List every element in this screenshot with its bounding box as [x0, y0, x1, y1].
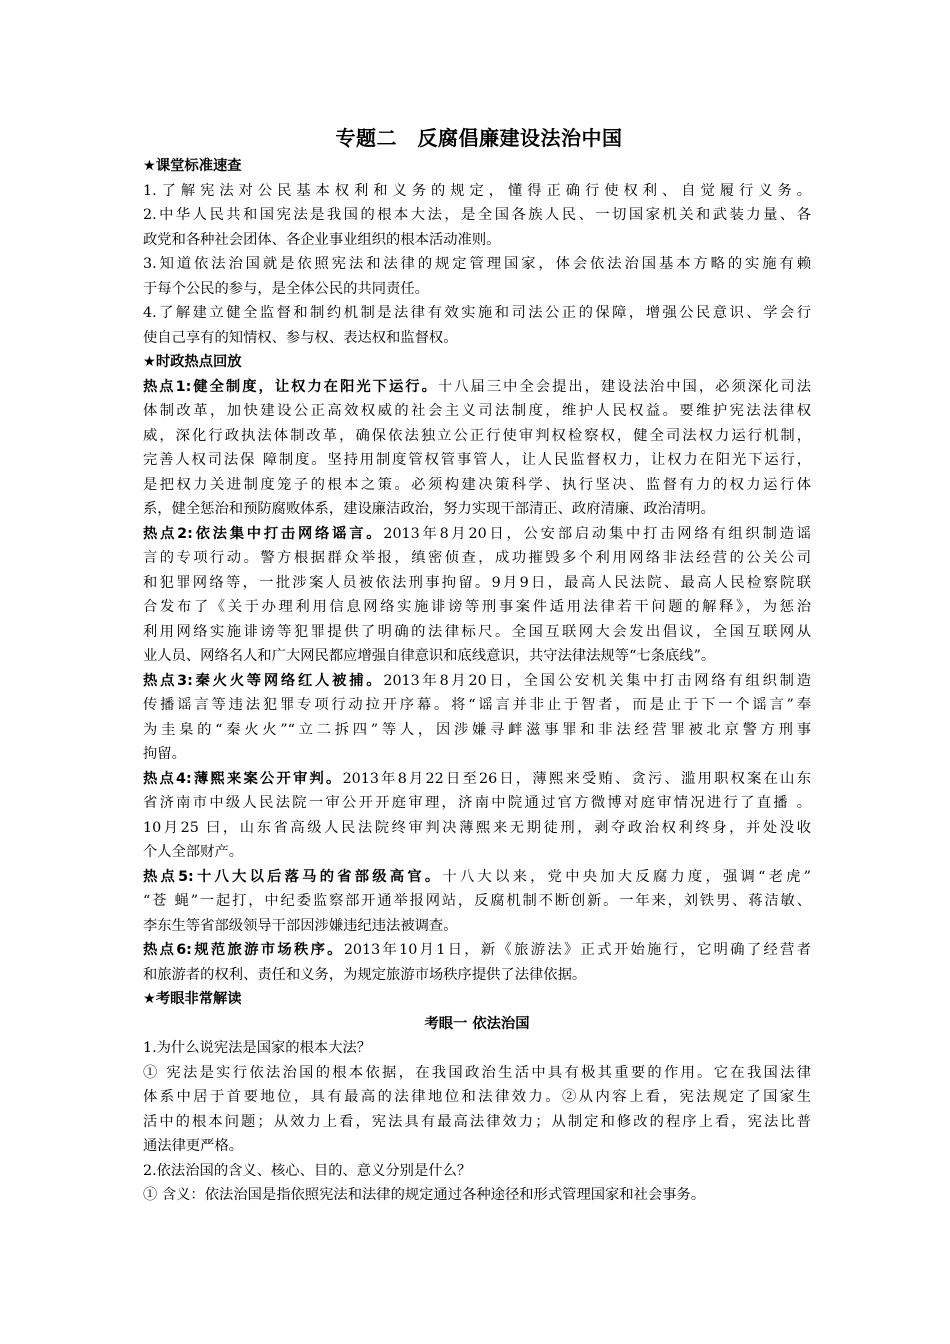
paragraph-line: 是把权力关进制度笼子的根本之策。必须构建决策科学、执行坚决、监督有力的权力运行体 — [143, 476, 811, 493]
paragraph-line: 合发布了《关于办理利用信息网络实施诽谤等刑事案件适用法律若干问题的解释》，为惩治 — [143, 599, 811, 615]
paragraph-line: 4.了解建立健全监督和制约机制是法律有效实施和司法公正的保障，增强公民意识、学会行 — [143, 305, 811, 321]
hotspot-5-text: 十八大以来，党中央加大反腐力度，强调“老虎” — [442, 868, 811, 885]
paragraph-line: 活中的根本问题；从效力上看，宪法具有最高法律效力；从制定和修改的程序上看，宪法比普 — [143, 1113, 811, 1130]
paragraph-line: 省济南市中级人民法院一审公开开庭审理，济南中院通过官方微博对庭审情况进行了直播 。 — [143, 795, 811, 811]
section-heading-hotspots: ★时政热点回放 — [143, 354, 242, 370]
paragraph-line: 业人员、网络名人和广大网民都应增强自律意识和底线意识，共守法律法规等“七条底线”。 — [143, 648, 716, 664]
paragraph-line: 和旅游者的权利、责任和义务，为规定旅游市场秩序提供了法律依据。 — [143, 966, 587, 983]
document-page — [143, 122, 811, 1208]
paragraph-line: 利用网络实施诽谤等犯罪提供了明确的法律标尺。全国互联网大会发出倡议，全国互联网从 — [143, 623, 811, 640]
question-line: 1.为什么说宪法是国家的根本大法？ — [143, 1040, 372, 1056]
hotspot-1-first-line — [143, 375, 811, 400]
paragraph-line: 1.了解宪法对公民基本权利和义务的规定，懂得正确行使权利、自觉履行义务。 — [143, 182, 811, 199]
paragraph-line: 系，健全惩治和预防腐败体系，建设廉洁政治，努力实现干部清正、政府清廉、政治清明。 — [143, 501, 715, 517]
section-heading-analysis: ★考眼非常解读 — [143, 991, 242, 1007]
paragraph-line: 10月25 曰，山东省高级人民法院终审判决薄熙来无期徒刑，剥夺政治权利终身，并处没收 — [143, 819, 811, 836]
paragraph-line: 通法律更严格。 — [143, 1138, 244, 1154]
hotspot-6-text: 2013年10月1日，新《旅游法》正式开始施行，它明确了经营者 — [343, 942, 812, 958]
paragraph-line: ① 含义：依法治国是指依照宪法和法律的规定通过各种途径和形式管理国家和社会事务。 — [143, 1187, 706, 1203]
paragraph-line: ① 宪法是实行依法治国的根本依据，在我国政治生活中具有极其重要的作用。它在我国法律 — [143, 1064, 811, 1081]
hotspot-3-first-line — [143, 669, 811, 694]
hotspot-6-label: 热点6:规范旅游市场秩序。 — [143, 942, 344, 958]
subsection-heading: 考眼一 依法治国 — [424, 1015, 530, 1032]
paragraph-line: 和犯罪网络等，一批涉案人员被依法刑事拘留。9月9日，最高人民法院、最高人民检察院联 — [143, 574, 811, 591]
hotspot-6-first-line — [143, 938, 811, 963]
paragraph-line: 体制改革，加快建设公正高效权威的社会主义司法制度，维护人民权益。要维护宪法法律权 — [143, 403, 811, 419]
hotspot-3-text: 2013年8月20日，全国公安机关集中打击网络有组织制造 — [383, 672, 812, 689]
document-title: 专题二 反腐倡廉建设法治中国 — [335, 126, 623, 150]
hotspot-1-text: 十八届三中全会提出，建设法治中国，必须深化司法 — [437, 378, 811, 395]
paragraph-line: 政党和各种社会团体、各企业事业组织的根本活动准则。 — [143, 231, 501, 248]
hotspot-4-first-line — [143, 767, 811, 792]
paragraph-line: 为圭臬的“秦火火”“立二拆四”等人，因涉嫌寻衅滋事罪和非法经营罪被北京警方刑事 — [143, 721, 811, 738]
hotspot-3-label: 热点3:秦火火等网络红人被捕。 — [143, 672, 384, 689]
paragraph-line: 使自己享有的知情权、参与权、表达权和监督权。 — [143, 329, 458, 346]
hotspot-2-first-line — [143, 522, 811, 547]
paragraph-line: 威，深化行政执法体制改革，确保依法独立公正行使审判权检察权，健全司法权力运行机制， — [143, 427, 811, 444]
paragraph-line: 3.知道依法治国就是依照宪法和法律的规定管理国家，体会依法治国基本方略的实施有赖 — [143, 256, 811, 272]
paragraph-line: 李东生等省部级领导干部因涉嫌违纪违法被调查。 — [143, 917, 458, 934]
hotspot-4-label: 热点4:薄熙来案公开审判。 — [143, 770, 343, 787]
paragraph-line: 于每个公民的参与，是全体公民的共同责任。 — [143, 280, 429, 297]
paragraph-line: 言的专项行动。警方根据群众举报，缜密侦查，成功摧毁多个利用网络非法经营的公关公司 — [143, 550, 811, 566]
paragraph-line: 2.中华人民共和国宪法是我国的根本大法，是全国各族人民、一切国家机关和武装力量、各 — [143, 207, 811, 223]
paragraph-line: 体系中居于首要地位，具有最高的法律地位和法律效力。②从内容上看，宪法规定了国家生 — [143, 1089, 811, 1105]
hotspot-1-label: 热点1:健全制度，让权力在阳光下运行。 — [143, 378, 438, 395]
hotspot-5-first-line — [143, 865, 811, 890]
hotspot-2-text: 2013年8月20日，公安部启动集中打击网络有组织制造谣 — [383, 525, 812, 542]
hotspot-5-label: 热点5:十八大以后落马的省部级高官。 — [143, 868, 443, 885]
section-heading-standards: ★课堂标准速查 — [143, 158, 242, 174]
question-line: 2.依法治国的含义、核心、目的、意义分别是什么？ — [143, 1162, 472, 1179]
paragraph-line: 拘留。 — [143, 746, 186, 762]
paragraph-line: 传播谣言等违法犯罪专项行动拉开序幕。将“谣言并非止于智者，而是止于下一个谣言”奉 — [143, 697, 811, 713]
hotspot-4-text: 2013年8月22日至26日，薄熙来受贿、贪污、滥用职权案在山东 — [342, 770, 811, 787]
paragraph-line: 个人全部财产。 — [143, 844, 244, 860]
hotspot-2-label: 热点2:依法集中打击网络谣言。 — [143, 525, 384, 542]
paragraph-line: 完善人权司法保 障制度。坚持用制度管权管事管人，让人民监督权力，让权力在阳光下运行， — [143, 452, 811, 468]
paragraph-line: “苍 蝇”一起打，中纪委监察部开通举报网站，反腐机制不断创新。一年来，刘铁男、蒋洁敏、 — [143, 893, 811, 909]
